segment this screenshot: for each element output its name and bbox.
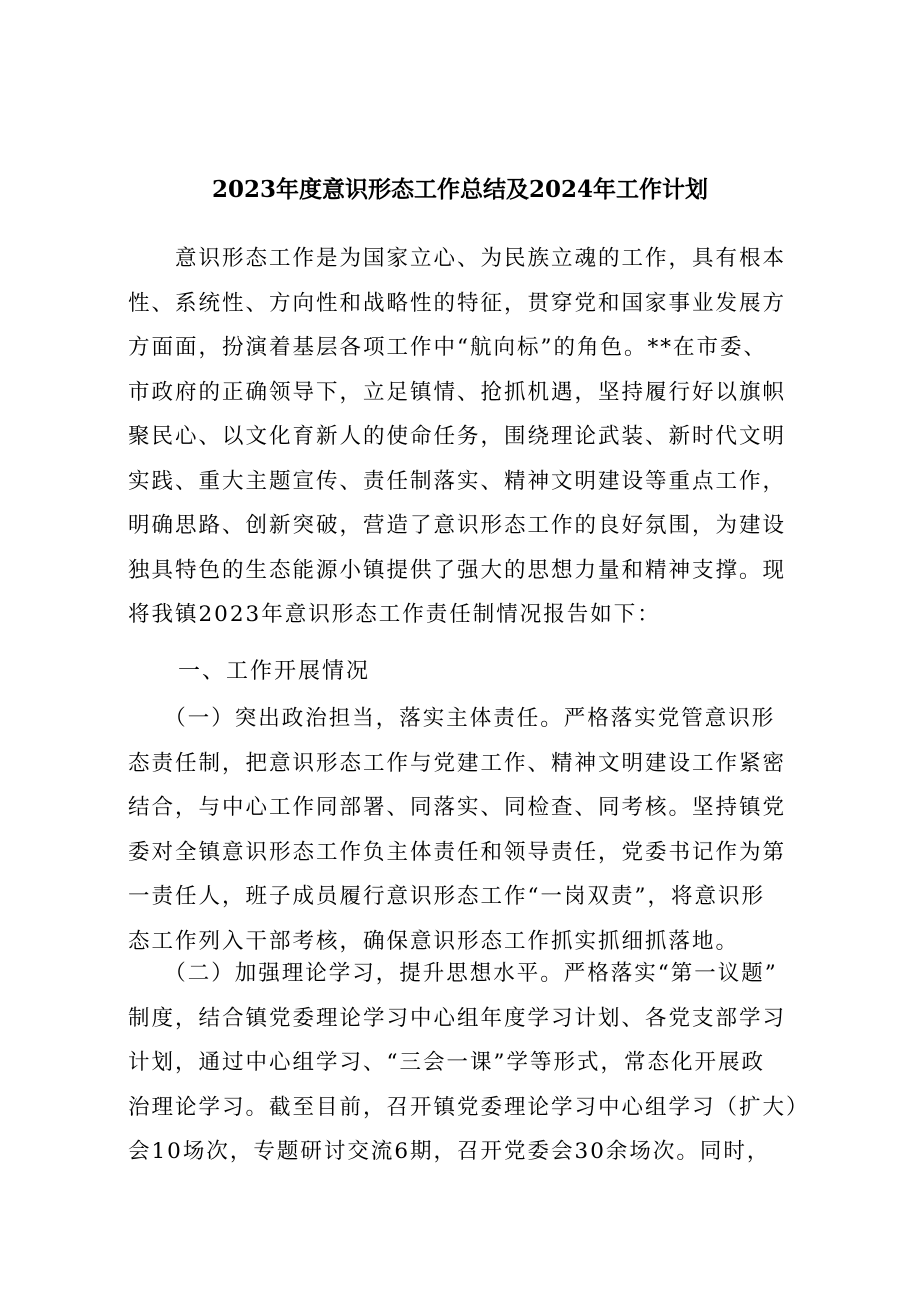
section-1-paragraph [128,697,798,964]
paragraph-line: 将我镇2023年意识形态工作责任制情况报告如下： [128,602,661,627]
intro-paragraph [128,237,798,638]
paragraph-line: 态工作列入干部考核，确保意识形态工作抓实抓细抓落地。 [128,928,740,954]
paragraph-line: 制度，结合镇党委理论学习中心组年度学习计划、各党支部学习 [128,1005,787,1031]
paragraph-line: 会10场次，专题研讨交流6期，召开党委会30余场次。同时， [128,1139,771,1164]
document-title: 2023年度意识形态工作总结及2024年工作计划 [211,176,709,203]
paragraph-line: 性、系统性、方向性和战略性的特征，贯穿党和国家事业发展方 [128,290,787,316]
paragraph-line: 市政府的正确领导下，立足镇情、抢抓机遇，坚持履行好以旗帜 [128,379,787,405]
section-2-paragraph [128,952,810,1175]
paragraph-line: 意识形态工作是为国家立心、为民族立魂的工作，具有根本 [128,246,787,271]
paragraph-line: 聚民心、以文化育新人的使命任务，围绕理论武装、新时代文明 [128,424,787,449]
paragraph-line: 态责任制，把意识形态工作与党建工作、精神文明建设工作紧密 [128,750,787,776]
paragraph-line: 一责任人，班子成员履行意识形态工作“一岗双责”，将意识形 [128,884,765,909]
paragraph-line: 独具特色的生态能源小镇提供了强大的思想力量和精神支撑。现 [128,557,787,583]
paragraph-line: 实践、重大主题宣传、责任制落实、精神文明建设等重点工作， [128,468,787,494]
section-heading: 一、工作开展情况 [178,659,371,684]
paragraph-line: 结合，与中心工作同部署、同落实、同检查、同考核。坚持镇党 [128,795,787,820]
paragraph-line: 计划，通过中心组学习、“三会一课”学等形式，常态化开展政 [128,1050,765,1075]
paragraph-line: 委对全镇意识形态工作负主体责任和领导责任，党委书记作为第 [128,839,787,865]
paragraph-line: 方面面，扮演着基层各项工作中“航向标”的角色。**在市委、 [128,335,767,360]
paragraph-line: （二）加强理论学习，提升思想水平。严格落实“第一议题” [128,961,778,986]
paragraph-line: 治理论学习。截至目前，召开镇党委理论学习中心组学习（扩大） [128,1094,810,1120]
paragraph-line: 明确思路、创新突破，营造了意识形态工作的良好氛围，为建设 [128,513,787,538]
paragraph-line: （一）突出政治担当，落实主体责任。严格落实党管意识形 [128,706,776,731]
